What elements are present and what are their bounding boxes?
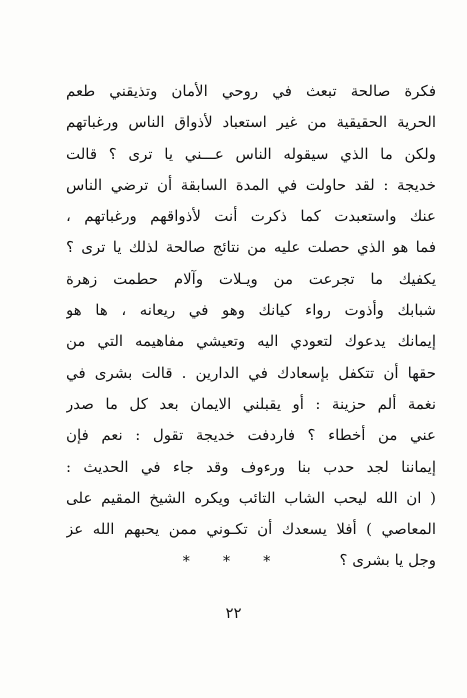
text-line: عنك واستعبدت كما ذكرت أنت لأذواقهم ورغباتهم ، bbox=[66, 207, 436, 226]
text-line: الحرية الحقيقية من غير استعباد لأذواق الناس ورغباتهم bbox=[66, 113, 436, 132]
text-line: فما هو الذي حصلت عليه من نتائج صالحة لذلك يا ترى ؟ bbox=[66, 238, 436, 257]
text-line: فكرة صالحة تبعث في روحي الأمان وتذيقني طعم bbox=[66, 82, 436, 100]
text-line: خديجة : لقد حاولت في المدة السابقة أن ترضي الناس bbox=[66, 175, 436, 194]
text-line: إيماننا لجد حدب بنا ورءوف وقد جاء في الحديث : bbox=[66, 457, 436, 476]
page-number: ٢٢ bbox=[225, 604, 242, 622]
text-line: شبابك وأذوت رواء كيانك وهو في ريعانه ، ها هو bbox=[66, 301, 436, 320]
text-line: ولكن ما الذي سيقوله الناس عـــني يا ترى ؟ قالت bbox=[66, 144, 436, 163]
text-line: إيمانك يدعوك لتعودي اليه وتعيشي مفاهيمه التي من bbox=[66, 332, 436, 351]
text-line: وجل يا بشرى ؟ bbox=[339, 551, 436, 570]
body-text bbox=[66, 76, 436, 577]
text-line: حقها أن تتكفل بإسعادك في الدارين . قالت بشرى في bbox=[66, 363, 436, 382]
text-line: ( ان الله ليحب الشاب التائب ويكره الشيخ المقيم على bbox=[66, 488, 436, 507]
text-line: المعاصي ) أفلا يسعدك أن تكـوني ممن يحبهم الله عز bbox=[66, 520, 436, 539]
section-separator: * * * bbox=[182, 552, 285, 570]
text-line: عني من أخطاء ؟ فاردفت خديجة تقول : نعم فإن bbox=[66, 426, 436, 445]
text-line: يكفيك ما تجرعت من ويـلات وآلام حطمت زهرة bbox=[66, 269, 436, 288]
text-line: نغمة ألم حزينة : أو يقبلني الايمان بعد كل ما صدر bbox=[66, 394, 436, 413]
